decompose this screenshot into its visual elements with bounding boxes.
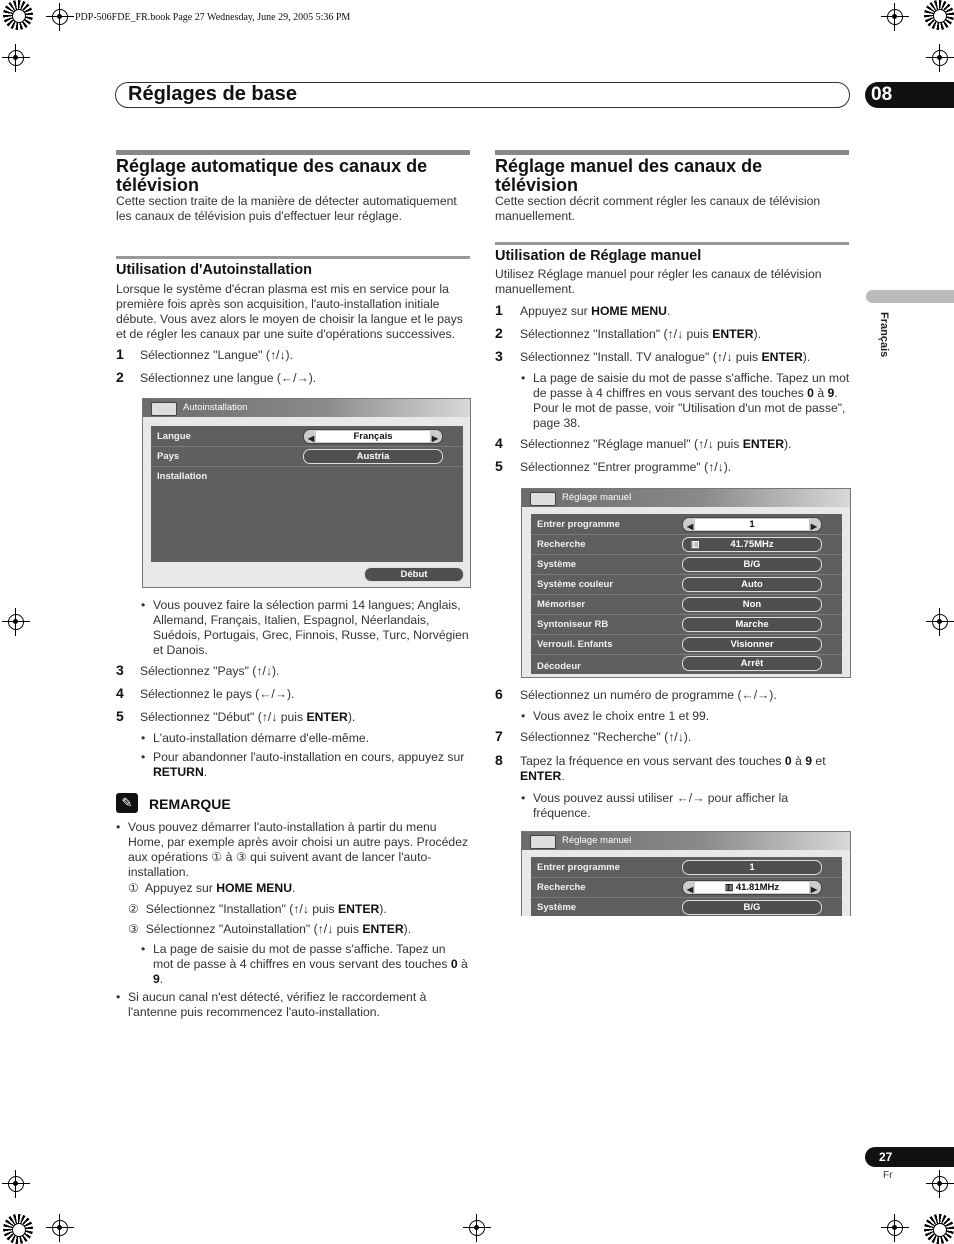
registration-mark-icon (2, 1170, 30, 1198)
bullet-abandon: • Pour abandonner l'auto-installation en cours, appuyez sur RETURN. (153, 750, 469, 780)
menu-row-installation[interactable]: Installation (157, 471, 208, 482)
registration-mark-icon (46, 1214, 74, 1242)
screen-title: Autoinstallation (183, 402, 248, 413)
bullet-password: • La page de saisie du mot de passe s'affiche. Tapez un mot de passe à 4 chiffres en vous servant des touches 0 à 9. Pour le mot de passe, voir "Utilisation d'un mot de passe", page 38. (533, 371, 851, 431)
menu-row-syntoniseur-rb[interactable]: Syntoniseur RB Marche (531, 614, 842, 635)
color-target-icon (924, 0, 954, 30)
language-side-tab (866, 290, 954, 303)
page-number: 27 (865, 1147, 954, 1167)
print-slug: PDP-506FDE_FR.book Page 27 Wednesday, June 29, 2005 5:36 PM (75, 12, 351, 23)
systeme-value[interactable]: B/G (682, 557, 822, 572)
subsection-rule (116, 256, 470, 259)
menu-row-systeme[interactable]: Système B/G (531, 897, 842, 917)
registration-mark-icon (46, 3, 74, 31)
chapter-title: Réglages de base (128, 83, 297, 105)
arrow-left-icon: ◀ (687, 522, 694, 531)
autoinstallation-screen (142, 398, 471, 588)
registration-mark-icon (2, 44, 30, 72)
screen-title-bar (522, 489, 850, 507)
note-title: REMARQUE (149, 796, 231, 812)
subsection-intro-manual: Utilisez Réglage manuel pour régler les canaux de télévision manuellement. (495, 267, 822, 296)
step-5: 5 Sélectionnez "Entrer programme" (↑/↓). (495, 458, 732, 474)
section-rule (116, 150, 470, 155)
frequency-selector[interactable]: ◀ ▥ 41.81MHz ▶ (682, 880, 822, 895)
bullet-range: • Vous avez le choix entre 1 et 99. (533, 709, 851, 724)
color-target-icon (924, 1214, 954, 1244)
menu-row-pays[interactable]: Pays Austria (151, 446, 463, 467)
page-language: Fr (883, 1170, 893, 1181)
systeme-value[interactable]: B/G (682, 900, 822, 915)
syntoniseur-rb-value[interactable]: Marche (682, 617, 822, 632)
numeric-keypad-icon: ▥ (724, 882, 736, 892)
registration-mark-icon (926, 608, 954, 636)
section-rule (495, 150, 849, 155)
screen-body (151, 426, 463, 562)
subsection-intro-autoinstallation: Lorsque le système d'écran plasma est mis en service pour la première fois après son acquisition, l'auto-installation initiale débute. Vous avez alors le moyen de choisir la langue et le pays et de régler les canaux par une suite d'opérations successives. (116, 282, 463, 341)
registration-mark-icon (881, 3, 909, 31)
screen-body (531, 857, 842, 916)
programme-value[interactable]: 1 (682, 860, 822, 875)
menu-row-verrouil-enfants[interactable]: Verrouil. Enfants Visionner (531, 634, 842, 655)
arrow-left-icon: ◀ (308, 434, 315, 443)
note-pencil-icon: ✎ (116, 793, 138, 813)
menu-row-memoriser[interactable]: Mémoriser Non (531, 594, 842, 615)
bullet-langues: • Vous pouvez faire la sélection parmi 14 langues; Anglais, Allemand, Français, Italien, Espagnol, Néerlandais, Suédois, Portugais, Grec, Finnois, Russe, Turc, Norvégien et Danois. (153, 598, 469, 658)
systeme-couleur-value[interactable]: Auto (682, 577, 822, 592)
chapter-number: 08 (865, 82, 954, 108)
subsection-title-manual: Utilisation de Réglage manuel (495, 248, 702, 264)
step-7: 7 Sélectionnez "Recherche" (↑/↓). (495, 728, 692, 744)
menu-row-entrer-programme[interactable]: Entrer programme 1 (531, 857, 842, 878)
step-8: 8 Tapez la fréquence en vous servant des touches 0 à 9 et ENTER. (495, 752, 826, 783)
note-bullet-home: • Vous pouvez démarrer l'auto-installation à partir du menu Home, par exemple après avoir choisi un autre pays. Procédez aux opérations ① à ③ qui suivent avant de lancer l'auto-installation. (128, 820, 470, 880)
step-5: 5 Sélectionnez "Début" (↑/↓ puis ENTER). (116, 708, 356, 724)
reglage-manuel-screen-2 (521, 831, 851, 916)
menu-row-systeme-couleur[interactable]: Système couleur Auto (531, 574, 842, 595)
color-target-icon (3, 1214, 33, 1244)
registration-mark-icon (926, 44, 954, 72)
note-sub-1: ① Appuyez sur HOME MENU. (128, 881, 296, 895)
note-sub-2: ② Sélectionnez "Installation" (↑/↓ puis ENTER). (128, 902, 387, 916)
memoriser-value[interactable]: Non (682, 597, 822, 612)
menu-row-systeme[interactable]: Système B/G (531, 554, 842, 575)
section-title-manual: Réglage manuel des canaux de télévision (495, 156, 763, 195)
step-2: 2 Sélectionnez une langue (←/→). (116, 369, 317, 385)
debut-button[interactable]: Début (364, 567, 464, 582)
step-1: 1 Appuyez sur HOME MENU. (495, 302, 671, 318)
tv-menu-icon (530, 492, 556, 506)
registration-mark-icon (926, 1170, 954, 1198)
langue-selector[interactable]: ◀ Français ▶ (303, 429, 443, 444)
menu-row-recherche[interactable]: Recherche ◀ ▥ 41.81MHz ▶ (531, 877, 842, 898)
reglage-manuel-screen (521, 488, 851, 678)
bullet-arrows: • Vous pouvez aussi utiliser ←/→ pour afficher la fréquence. (533, 791, 833, 821)
menu-row-decodeur[interactable]: Décodeur Arrêt (531, 654, 842, 674)
subsection-title-autoinstallation: Utilisation d'Autoinstallation (116, 262, 312, 278)
color-target-icon (3, 0, 33, 30)
subsection-rule (495, 242, 849, 245)
menu-row-langue[interactable]: Langue ◀ Français ▶ (151, 426, 463, 447)
section-intro-auto: Cette section traite de la manière de détecter automatiquement les canaux de télévision puis d'effectuer leur réglage. (116, 194, 457, 223)
step-4: 4 Sélectionnez le pays (←/→). (116, 685, 295, 701)
note-bullet-antenna: • Si aucun canal n'est détecté, vérifiez le raccordement à l'antenne puis recommencez l'auto-installation. (128, 990, 470, 1020)
screen-body (531, 514, 842, 674)
registration-mark-icon (463, 1214, 491, 1242)
screen-title: Réglage manuel (562, 835, 632, 846)
numeric-keypad-icon: ▥ (691, 539, 700, 549)
menu-row-entrer-programme[interactable]: Entrer programme ◀ 1 ▶ (531, 514, 842, 535)
registration-mark-icon (2, 608, 30, 636)
step-3: 3 Sélectionnez "Pays" (↑/↓). (116, 662, 280, 678)
step-1: 1 Sélectionnez "Langue" (↑/↓). (116, 346, 293, 362)
step-6: 6 Sélectionnez un numéro de programme (←/→). (495, 686, 777, 702)
arrow-left-icon: ◀ (687, 885, 694, 894)
programme-selector[interactable]: ◀ 1 ▶ (682, 517, 822, 532)
screen-title-bar (522, 832, 850, 850)
step-4: 4 Sélectionnez "Réglage manuel" (↑/↓ puis ENTER). (495, 435, 792, 451)
section-intro-manual: Cette section décrit comment régler les canaux de télévision manuellement. (495, 194, 821, 223)
note-bullet-password: • La page de saisie du mot de passe s'affiche. Tapez un mot de passe à 4 chiffres en vous servant des touches 0 à 9. (153, 942, 469, 987)
tv-menu-icon (530, 835, 556, 849)
registration-mark-icon (881, 1214, 909, 1242)
verrouil-enfants-value[interactable]: Visionner (682, 637, 822, 652)
screen-title: Réglage manuel (562, 492, 632, 503)
pays-value[interactable]: Austria (303, 449, 443, 464)
tv-menu-icon (151, 402, 177, 416)
recherche-value[interactable]: ▥ 41.75MHz (682, 537, 822, 552)
bullet-auto-start: • L'auto-installation démarre d'elle-même. (153, 731, 469, 746)
step-3: 3 Sélectionnez "Install. TV analogue" (↑/↓ puis ENTER). (495, 348, 811, 364)
language-side-label: Français (878, 312, 890, 358)
arrow-right-icon: ▶ (810, 522, 817, 531)
arrow-right-icon: ▶ (431, 434, 438, 443)
screen-title-bar (143, 399, 470, 417)
step-2: 2 Sélectionnez "Installation" (↑/↓ puis ENTER). (495, 325, 762, 341)
section-title-auto: Réglage automatique des canaux de télévision (116, 156, 428, 195)
note-sub-3: ③ Sélectionnez "Autoinstallation" (↑/↓ puis ENTER). (128, 922, 412, 936)
arrow-right-icon: ▶ (810, 885, 817, 894)
decodeur-value[interactable]: Arrêt (682, 656, 822, 671)
menu-row-recherche[interactable]: Recherche ▥ 41.75MHz (531, 534, 842, 555)
